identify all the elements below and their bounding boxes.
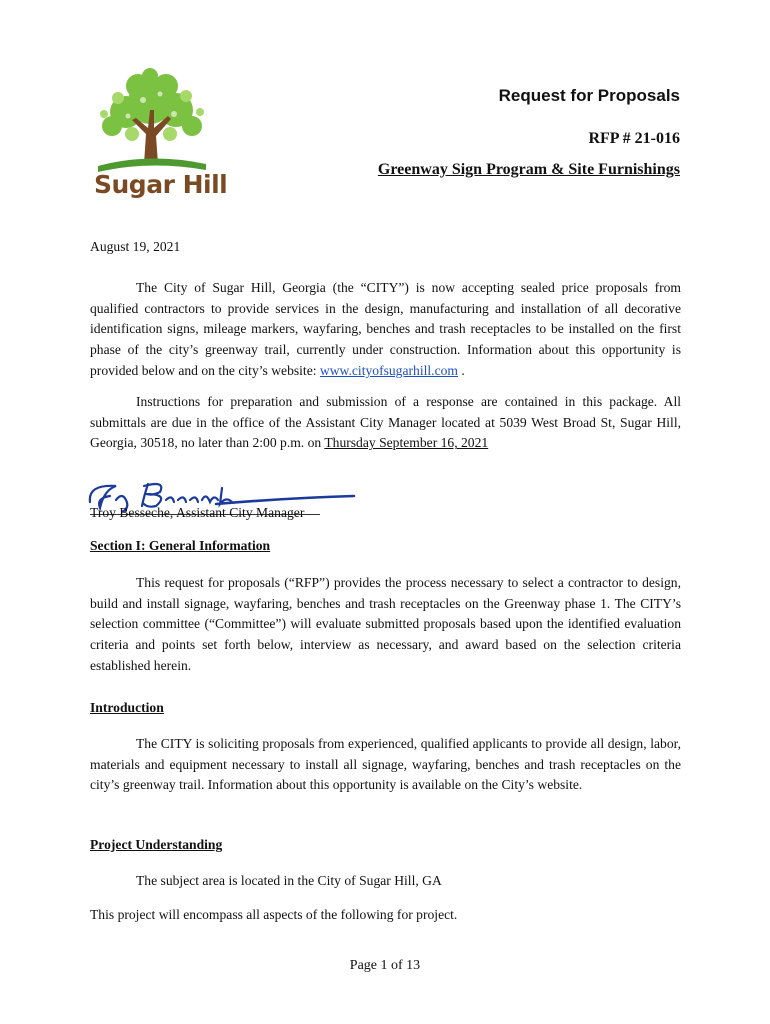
section-1-heading: Section I: General Information	[90, 538, 271, 553]
city-website-link[interactable]: www.cityofsugarhill.com	[319, 362, 458, 378]
intro-text: The City of Sugar Hill, Georgia (the “CITY”) is now accepting sealed price proposals from qualified contractors to provide services in the design, manufacturing and installation of all decorative identification signs, mileage markers, wayfaring, benches and trash receptacles to be installed on the first phase of the city’s greenway trail, currently under construction. Information about this opportunity is provided below and on the city’s website:	[90, 280, 681, 378]
intro-end: .	[457, 362, 465, 378]
logo-text: Sugar Hill	[94, 170, 228, 199]
section-1-paragraph: This request for proposals (“RFP”) provides the process necessary to select a contractor to design, build and install signage, wayfaring, benches and trash receptacles on the Greenway phase 1. The CITY’s selection committee (“Committee”) will evaluate submitted proposals based upon the identified evaluation criteria and points set forth below, interview as necessary, and award based on the selection criteria established herein.	[90, 575, 681, 673]
document-title: Request for Proposals	[498, 86, 680, 105]
signer-name: Troy Besseche, Assistant City Manager	[90, 505, 305, 520]
document-date: August 19, 2021	[90, 239, 181, 254]
instructions-paragraph	[90, 392, 681, 454]
instructions-text: Instructions for preparation and submission of a response are contained in this package. All submittals are due in the office of the Assistant City Manager located at 5039 West Broad St, Sugar Hill, Georgia, 30518, no later than 2:00 p.m. on	[90, 394, 681, 451]
intro-paragraph	[90, 278, 681, 382]
introduction-paragraph: The CITY is soliciting proposals from experienced, qualified applicants to provide all design, labor, materials and equipment necessary to install all signage, wayfaring, benches and trash receptacles on the city’s greenway trail. Information about this opportunity is available on the City’s website.	[90, 736, 681, 793]
rfp-subject: Greenway Sign Program & Site Furnishings	[377, 161, 680, 178]
project-line-1: The subject area is located in the City of Sugar Hill, GA	[136, 873, 442, 888]
rfp-number: RFP # 21-016	[588, 130, 680, 147]
deadline-date: Thursday September 16, 2021	[324, 435, 489, 451]
introduction-heading: Introduction	[90, 700, 164, 715]
page-number: Page 1 of 13	[349, 958, 421, 973]
project-line-2: This project will encompass all aspects of the following for project.	[90, 907, 458, 922]
project-understanding-heading: Project Understanding	[90, 837, 223, 852]
